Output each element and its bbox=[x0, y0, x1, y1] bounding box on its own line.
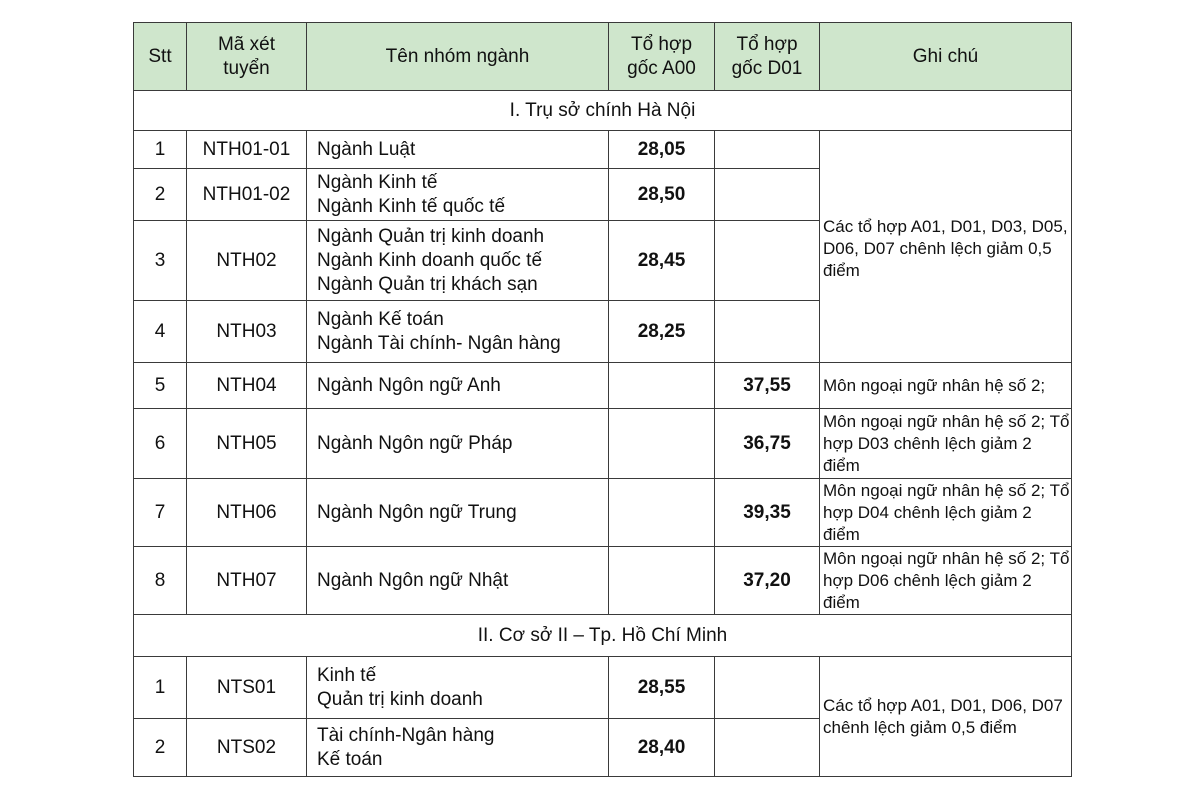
cell-note: Môn ngoại ngữ nhân hệ số 2; Tổ hợp D03 chênh lệch giảm 2 điểm bbox=[820, 409, 1072, 479]
header-d01-line2: gốc D01 bbox=[731, 57, 803, 79]
cell-code: NTH07 bbox=[187, 547, 307, 615]
name-line: Tài chính-Ngân hàng bbox=[317, 724, 495, 746]
section-title-hanoi: I. Trụ sở chính Hà Nội bbox=[134, 91, 1072, 131]
cell-stt: 6 bbox=[134, 409, 187, 479]
name-line: Kinh tế bbox=[317, 664, 377, 686]
name-line: Ngành Kinh tế quốc tế bbox=[317, 195, 506, 217]
cell-d01 bbox=[715, 169, 820, 221]
cell-a00: 28,40 bbox=[609, 719, 715, 777]
table-row bbox=[134, 547, 1072, 615]
name-line: Ngành Kinh doanh quốc tế bbox=[317, 249, 543, 271]
table-row bbox=[134, 479, 1072, 547]
cell-stt: 3 bbox=[134, 221, 187, 301]
cell-group-note: Các tổ hợp A01, D01, D06, D07 chênh lệch giảm 0,5 điểm bbox=[820, 657, 1072, 777]
cell-a00 bbox=[609, 409, 715, 479]
cell-d01 bbox=[715, 657, 820, 719]
cell-code: NTH02 bbox=[187, 221, 307, 301]
cell-stt: 7 bbox=[134, 479, 187, 547]
cell-d01: 37,20 bbox=[715, 547, 820, 615]
cell-stt: 8 bbox=[134, 547, 187, 615]
cell-code: NTH01-01 bbox=[187, 131, 307, 169]
header-a00-line2: gốc A00 bbox=[627, 57, 696, 79]
cell-a00 bbox=[609, 479, 715, 547]
cell-stt: 4 bbox=[134, 301, 187, 363]
cell-code: NTH03 bbox=[187, 301, 307, 363]
name-line: Ngành Ngôn ngữ Nhật bbox=[317, 569, 509, 591]
section-title-hcm: II. Cơ sở II – Tp. Hồ Chí Minh bbox=[134, 615, 1072, 657]
cell-note: Môn ngoại ngữ nhân hệ số 2; Tổ hợp D04 chênh lệch giảm 2 điểm bbox=[820, 479, 1072, 547]
table-row bbox=[134, 363, 1072, 409]
cell-name bbox=[307, 657, 609, 719]
cell-d01 bbox=[715, 221, 820, 301]
table-row bbox=[134, 657, 1072, 719]
section-row bbox=[134, 615, 1072, 657]
cell-a00 bbox=[609, 547, 715, 615]
cell-code: NTH06 bbox=[187, 479, 307, 547]
header-ghi-chu: Ghi chú bbox=[820, 23, 1072, 91]
name-line: Ngành Tài chính- Ngân hàng bbox=[317, 332, 561, 354]
header-d01 bbox=[715, 23, 820, 91]
cell-stt: 1 bbox=[134, 131, 187, 169]
name-line: Ngành Ngôn ngữ Pháp bbox=[317, 432, 513, 454]
header-stt: Stt bbox=[134, 23, 187, 91]
cell-name bbox=[307, 409, 609, 479]
name-line: Ngành Ngôn ngữ Trung bbox=[317, 501, 517, 523]
cell-stt: 2 bbox=[134, 719, 187, 777]
cell-code: NTH01-02 bbox=[187, 169, 307, 221]
cell-stt: 5 bbox=[134, 363, 187, 409]
table-row bbox=[134, 131, 1072, 169]
cell-name bbox=[307, 169, 609, 221]
cell-code: NTH05 bbox=[187, 409, 307, 479]
header-row bbox=[134, 23, 1072, 91]
cell-a00: 28,05 bbox=[609, 131, 715, 169]
table-row bbox=[134, 409, 1072, 479]
cell-name bbox=[307, 221, 609, 301]
name-line: Ngành Quản trị kinh doanh bbox=[317, 225, 545, 247]
name-line: Ngành Kế toán bbox=[317, 308, 444, 330]
cell-a00 bbox=[609, 363, 715, 409]
name-line: Ngành Ngôn ngữ Anh bbox=[317, 374, 501, 396]
cell-stt: 1 bbox=[134, 657, 187, 719]
cell-name bbox=[307, 301, 609, 363]
header-ten-nhom-nganh: Tên nhóm ngành bbox=[307, 23, 609, 91]
name-line: Ngành Kinh tế bbox=[317, 171, 438, 193]
name-line: Kế toán bbox=[317, 748, 383, 770]
admission-score-table bbox=[133, 22, 1072, 777]
header-d01-line1: Tổ hợp bbox=[736, 33, 798, 55]
cell-a00: 28,50 bbox=[609, 169, 715, 221]
header-a00-line1: Tổ hợp bbox=[630, 33, 693, 55]
section-row bbox=[134, 91, 1072, 131]
cell-code: NTS01 bbox=[187, 657, 307, 719]
header-a00 bbox=[609, 23, 715, 91]
cell-d01: 36,75 bbox=[715, 409, 820, 479]
header-ma-xet-tuyen bbox=[187, 23, 307, 91]
cell-stt: 2 bbox=[134, 169, 187, 221]
cell-name bbox=[307, 479, 609, 547]
cell-d01 bbox=[715, 719, 820, 777]
name-line: Ngành Luật bbox=[317, 138, 416, 160]
cell-name bbox=[307, 363, 609, 409]
cell-name bbox=[307, 547, 609, 615]
header-ma-line1: Mã xét bbox=[217, 33, 276, 55]
cell-a00: 28,25 bbox=[609, 301, 715, 363]
cell-d01: 39,35 bbox=[715, 479, 820, 547]
cell-name bbox=[307, 719, 609, 777]
cell-note: Môn ngoại ngữ nhân hệ số 2; bbox=[820, 363, 1072, 409]
cell-group-note: Các tổ hợp A01, D01, D03, D05, D06, D07 chênh lệch giảm 0,5 điểm bbox=[820, 131, 1072, 363]
cell-d01 bbox=[715, 131, 820, 169]
cell-name bbox=[307, 131, 609, 169]
cell-code: NTS02 bbox=[187, 719, 307, 777]
name-line: Quản trị kinh doanh bbox=[317, 688, 483, 710]
cell-d01 bbox=[715, 301, 820, 363]
cell-a00: 28,55 bbox=[609, 657, 715, 719]
header-ma-line2: tuyển bbox=[223, 57, 270, 79]
cell-a00: 28,45 bbox=[609, 221, 715, 301]
cell-code: NTH04 bbox=[187, 363, 307, 409]
name-line: Ngành Quản trị khách sạn bbox=[317, 273, 538, 295]
cell-note: Môn ngoại ngữ nhân hệ số 2; Tổ hợp D06 chênh lệch giảm 2 điểm bbox=[820, 547, 1072, 615]
cell-d01: 37,55 bbox=[715, 363, 820, 409]
